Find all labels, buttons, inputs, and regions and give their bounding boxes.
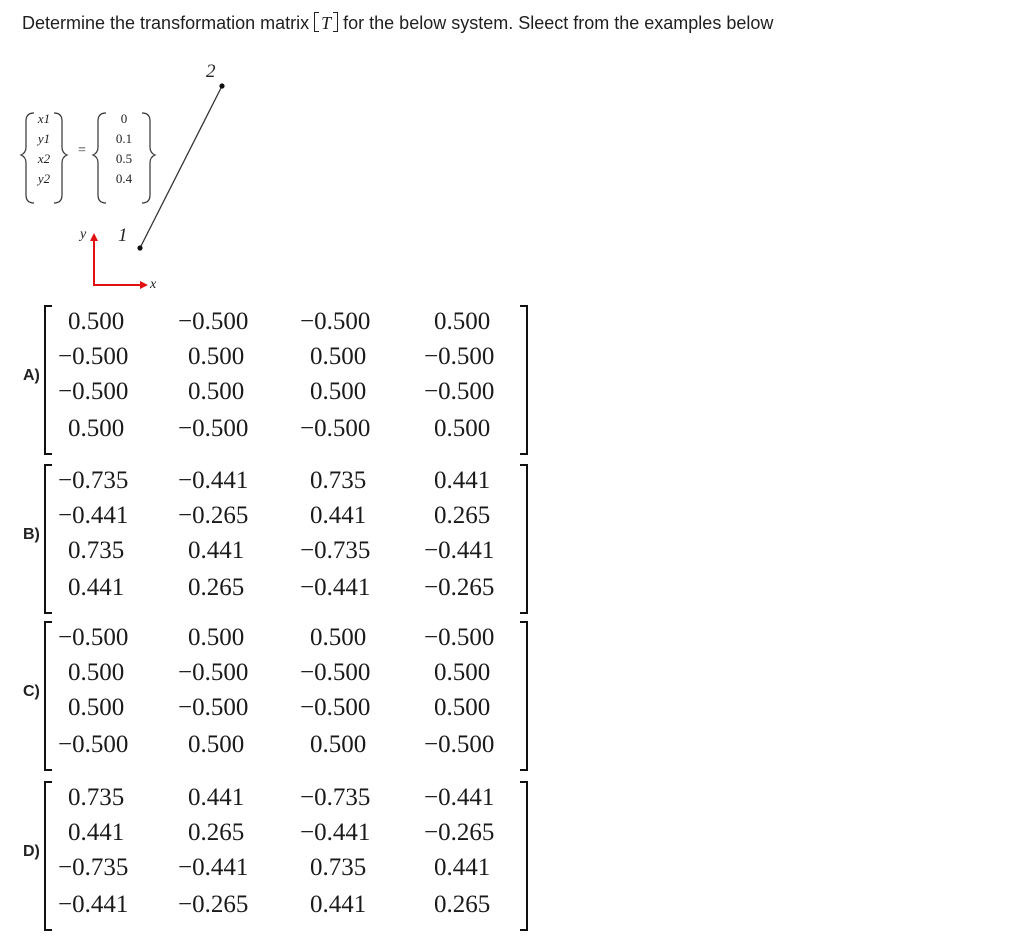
matrix-cell: 0.500 — [68, 308, 125, 335]
matrix-cell: −0.500 — [58, 624, 129, 651]
matrix-cell: 0.735 — [68, 537, 125, 564]
matrix-cell: 0.500 — [434, 415, 491, 442]
bracket-right-icon — [333, 12, 338, 32]
vector-value: 0.4 — [115, 171, 133, 186]
vector-value: 0.5 — [115, 151, 133, 166]
truss-figure — [0, 55, 260, 300]
matrix-cell: −0.500 — [424, 378, 495, 405]
matrix-cell: 0.500 — [434, 659, 491, 686]
axis-y-label: y — [80, 227, 87, 242]
matrix-cell: −0.265 — [424, 819, 495, 846]
vector-var: x1 — [37, 111, 51, 126]
matrix-cell: 0.441 — [188, 537, 245, 564]
matrix-bracket-right-icon — [520, 305, 528, 455]
vector-var: y1 — [37, 131, 51, 146]
matrix-cell: −0.441 — [178, 467, 249, 494]
matrix-cell: 0.441 — [188, 784, 245, 811]
matrix-cell: 0.441 — [68, 819, 125, 846]
matrix-cell: −0.441 — [300, 819, 371, 846]
option-label[interactable]: C) — [23, 683, 40, 700]
question-text — [22, 12, 773, 34]
matrix-cell: −0.441 — [424, 537, 495, 564]
matrix-cell: −0.500 — [178, 659, 249, 686]
matrix-cell: 0.500 — [68, 415, 125, 442]
x-axis-arrow-icon — [140, 281, 148, 289]
bracket-left-icon — [314, 12, 319, 32]
matrix-bracket-left-icon — [44, 621, 52, 771]
matrix-cell: 0.265 — [434, 891, 491, 918]
matrix-cell: −0.500 — [300, 308, 371, 335]
matrix-cell: −0.735 — [58, 854, 129, 881]
matrix-cell: −0.500 — [300, 415, 371, 442]
vector-var: y2 — [37, 171, 51, 186]
matrix-cell: 0.500 — [68, 659, 125, 686]
matrix-cell: 0.735 — [310, 467, 367, 494]
matrix-bracket-right-icon — [520, 464, 528, 614]
node-2-dot — [219, 83, 224, 88]
matrix-cell: 0.500 — [310, 343, 367, 370]
matrix-cell: −0.735 — [58, 467, 129, 494]
matrix-cell: 0.441 — [434, 467, 491, 494]
matrix-cell: −0.500 — [178, 694, 249, 721]
question-before: Determine the transformation matrix — [22, 13, 310, 33]
matrix-bracket-right-icon — [520, 781, 528, 931]
matrix-cell: 0.500 — [310, 624, 367, 651]
matrix-cell: −0.441 — [58, 891, 129, 918]
matrix-cell: −0.500 — [178, 308, 249, 335]
option-label[interactable]: B) — [23, 526, 40, 543]
option-matrix[interactable] — [44, 621, 528, 771]
option-label[interactable]: D) — [23, 843, 40, 860]
matrix-cell: 0.500 — [188, 731, 245, 758]
matrix-cell: −0.500 — [424, 624, 495, 651]
matrix-cell: −0.500 — [178, 415, 249, 442]
matrix-cell: −0.500 — [424, 343, 495, 370]
brace-left-icon — [93, 113, 106, 203]
matrix-cell: −0.441 — [178, 854, 249, 881]
vector-variables — [30, 109, 58, 189]
matrix-cell: −0.500 — [300, 659, 371, 686]
matrix-cell: 0.441 — [310, 891, 367, 918]
matrix-cell: 0.735 — [310, 854, 367, 881]
vector-value: 0.1 — [115, 131, 133, 146]
matrix-cell: 0.441 — [434, 854, 491, 881]
matrix-cell: −0.500 — [58, 378, 129, 405]
question-after: for the below system. Sleect from the examples below — [343, 13, 774, 33]
matrix-cell: −0.441 — [58, 502, 129, 529]
matrix-cell: −0.500 — [424, 731, 495, 758]
matrix-cell: −0.441 — [300, 574, 371, 601]
matrix-cell: 0.500 — [434, 694, 491, 721]
matrix-cell: 0.441 — [310, 502, 367, 529]
option-label[interactable]: A) — [23, 367, 40, 384]
matrix-cell: 0.500 — [310, 731, 367, 758]
matrix-cell: −0.500 — [58, 731, 129, 758]
matrix-bracket-right-icon — [520, 621, 528, 771]
matrix-cell: 0.500 — [188, 343, 245, 370]
matrix-cell: 0.500 — [310, 378, 367, 405]
matrix-cell: 0.265 — [188, 574, 245, 601]
matrix-cell: 0.441 — [68, 574, 125, 601]
matrix-cell: −0.265 — [178, 502, 249, 529]
matrix-bracket-left-icon — [44, 305, 52, 455]
matrix-cell: 0.265 — [434, 502, 491, 529]
axis-x-label: x — [150, 277, 157, 292]
matrix-symbol: T — [321, 13, 332, 33]
vector-values — [106, 109, 142, 189]
matrix-bracket-left-icon — [44, 781, 52, 931]
matrix-cell: −0.735 — [300, 784, 371, 811]
matrix-cell: 0.500 — [188, 378, 245, 405]
matrix-cell: 0.265 — [188, 819, 245, 846]
option-matrix[interactable] — [44, 464, 528, 614]
option-matrix[interactable] — [44, 305, 528, 455]
matrix-cell: 0.500 — [188, 624, 245, 651]
matrix-cell: −0.265 — [178, 891, 249, 918]
matrix-cell: −0.735 — [300, 537, 371, 564]
node-2-label: 2 — [206, 61, 216, 82]
vector-var: x2 — [37, 151, 51, 166]
brace-right-icon — [142, 113, 155, 203]
truss-member — [140, 86, 222, 248]
option-matrix[interactable] — [44, 781, 528, 931]
equals-sign: = — [78, 143, 86, 158]
node-1-label: 1 — [118, 225, 128, 246]
matrix-cell: −0.500 — [58, 343, 129, 370]
matrix-cell: −0.500 — [300, 694, 371, 721]
matrix-bracket-left-icon — [44, 464, 52, 614]
matrix-cell: −0.265 — [424, 574, 495, 601]
matrix-cell: 0.500 — [68, 694, 125, 721]
matrix-cell: 0.500 — [434, 308, 491, 335]
matrix-cell: 0.735 — [68, 784, 125, 811]
y-axis-arrow-icon — [90, 233, 98, 241]
matrix-cell: −0.441 — [424, 784, 495, 811]
node-1-dot — [137, 245, 142, 250]
vector-value: 0 — [120, 111, 128, 126]
